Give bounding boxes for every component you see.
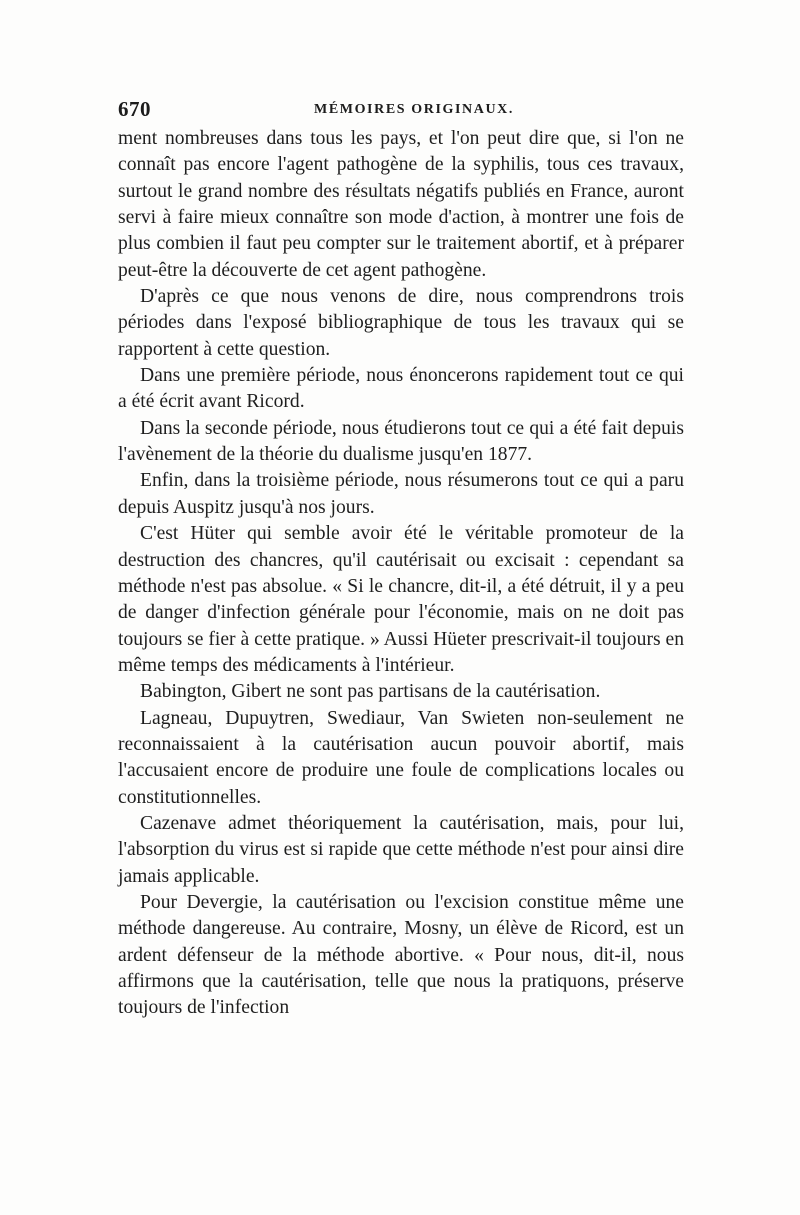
paragraph: Pour Devergie, la cautérisation ou l'excision constitue même une méthode dangereuse. Au contraire, Mosny, un élève de Ricord, est un ardent défenseur de la méthode abortive. « Pour nous, dit-il, nous affirmons que la cautérisation, telle que nous la pratiquons, préserve toujours de l'infection — [118, 891, 684, 1019]
body-text — [118, 126, 684, 1022]
paragraph: Babington, Gibert ne sont pas partisans de la cautérisation. — [140, 681, 601, 703]
paragraph: Enfin, dans la troisième période, nous résumerons tout ce qui a paru depuis Auspitz jusqu'à nos jours. — [118, 470, 684, 518]
page-header — [118, 97, 684, 127]
paragraph: Dans une première période, nous énoncerons rapidement tout ce qui a été écrit avant Ricord. — [118, 365, 684, 413]
running-title: MÉMOIRES ORIGINAUX. — [314, 102, 514, 117]
paragraph-continuation: ment nombreuses dans tous les pays, et l'on peut dire que, si l'on ne connaît pas encore l'agent pathogène de la syphilis, tous ces travaux, surtout le grand nombre des résultats négatifs publiés en France, auront servi à faire mieux connaître son mode d'action, à montrer une fois de plus combien il faut peu compter sur le traitement abortif, et à préparer peut-être la découverte de cet agent pathogène. — [118, 128, 684, 281]
paragraph: C'est Hüter qui semble avoir été le véritable promoteur de la destruction des chancres, qu'il cautérisait ou excisait : cependant sa méthode n'est pas absolue. « Si le chancre, dit-il, a été détruit, il y a peu de danger d'infection générale pour l'économie, mais on ne doit pas toujours se fier à cette pratique. » Aussi Hüeter prescrivait-il toujours en même temps des médicaments à l'intérieur. — [118, 523, 684, 676]
paragraph: D'après ce que nous venons de dire, nous comprendrons trois périodes dans l'exposé bibliographique de tous les travaux qui se rapportent à cette question. — [118, 286, 684, 360]
paragraph: Cazenave admet théoriquement la cautérisation, mais, pour lui, l'absorption du virus est si rapide que cette méthode n'est pour ainsi dire jamais applicable. — [118, 812, 684, 887]
paragraph: Lagneau, Dupuytren, Swediaur, Van Swieten non-seulement ne reconnaissaient à la cautérisation aucun pouvoir abortif, mais l'accusaient encore de produire une foule de complications locales ou constitutionnelles. — [118, 707, 684, 808]
page-number: 670 — [118, 97, 151, 121]
paragraph: Dans la seconde période, nous étudierons tout ce qui a été fait depuis l'avènement de la théorie du dualisme jusqu'en 1877. — [118, 417, 684, 466]
